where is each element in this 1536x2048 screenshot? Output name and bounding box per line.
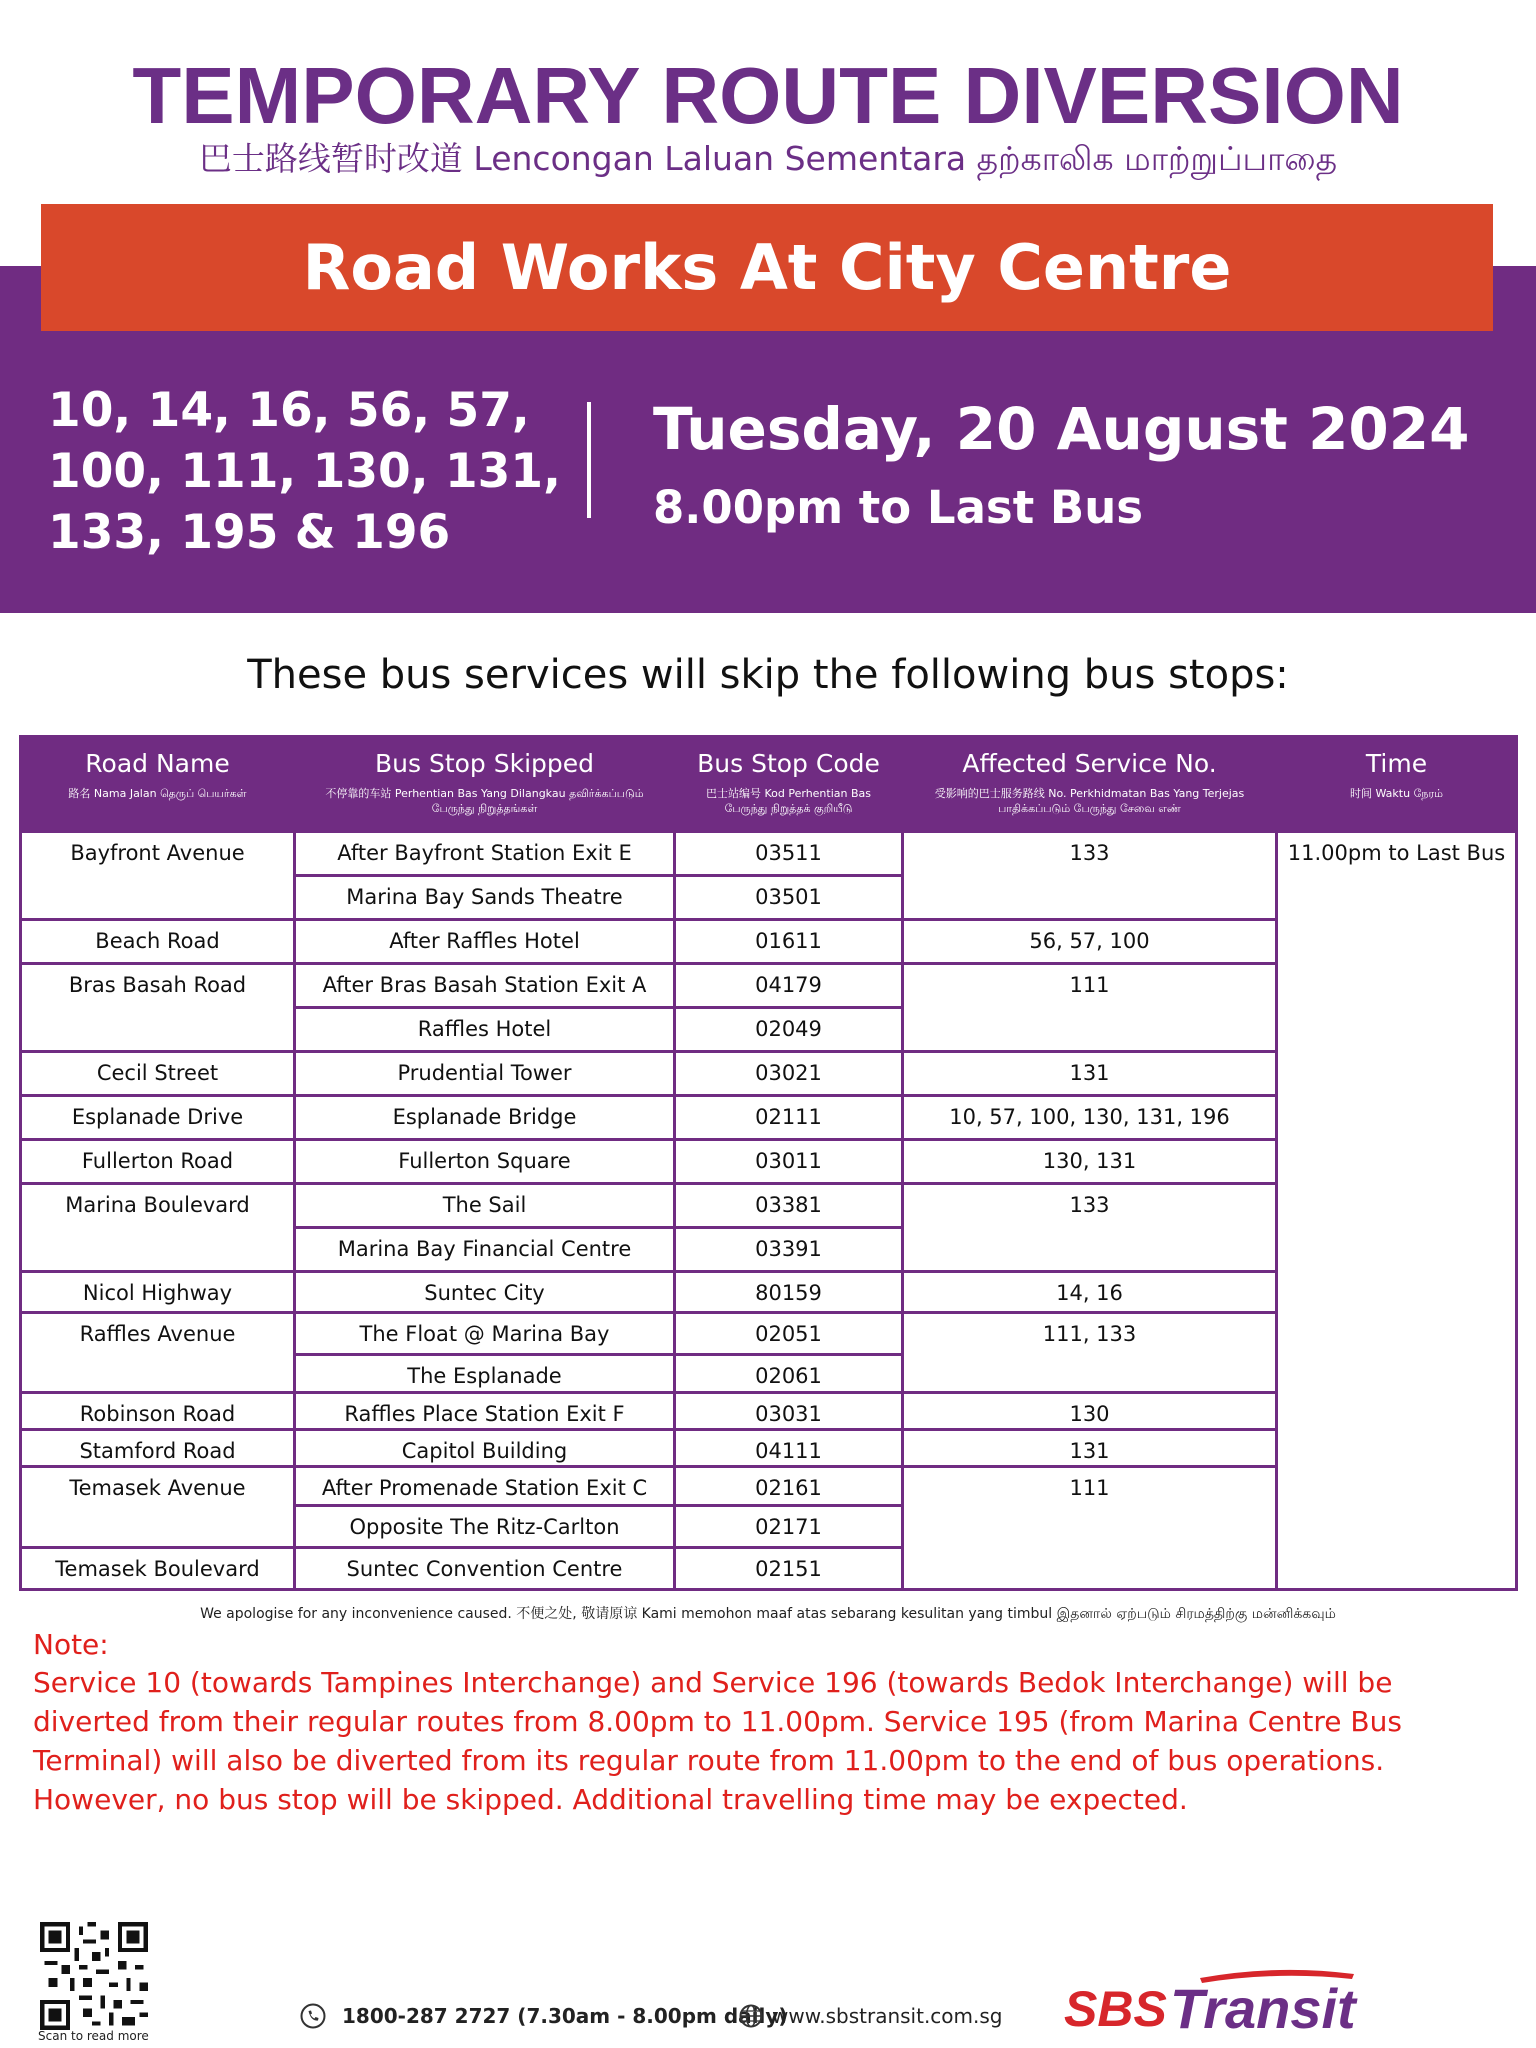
bus-stop-code-cell: 02061 — [675, 1355, 903, 1393]
bus-stop-cell: After Promenade Station Exit C — [295, 1467, 675, 1506]
svg-text:SBS: SBS — [1064, 1981, 1167, 2037]
table-header-row — [21, 737, 1517, 832]
bus-stop-code-cell: 80159 — [675, 1272, 903, 1313]
note-label: Note: — [33, 1628, 109, 1661]
column-header-time: Time 时间 Waktu நேரம் — [1277, 737, 1517, 832]
bus-stop-cell: Suntec Convention Centre — [295, 1548, 675, 1590]
road-name-cell: Marina Boulevard — [21, 1184, 295, 1272]
bus-stop-cell: After Raffles Hotel — [295, 920, 675, 964]
affected-services-cell: 111, 133 — [903, 1313, 1277, 1393]
bus-stop-cell: Fullerton Square — [295, 1140, 675, 1184]
road-name-cell: Stamford Road — [21, 1430, 295, 1467]
road-name-cell: Esplanade Drive — [21, 1096, 295, 1140]
bus-stop-cell: Esplanade Bridge — [295, 1096, 675, 1140]
bus-stop-code-cell: 02111 — [675, 1096, 903, 1140]
bus-stop-cell: The Sail — [295, 1184, 675, 1228]
phone-icon — [300, 2003, 326, 2029]
bus-stop-code-cell: 04111 — [675, 1430, 903, 1467]
services-line: 133, 195 & 196 — [48, 505, 451, 560]
bus-stop-code-cell: 02171 — [675, 1506, 903, 1548]
bus-stop-code-cell: 03011 — [675, 1140, 903, 1184]
services-line: 100, 111, 130, 131, — [48, 444, 561, 499]
affected-services-cell: 133 — [903, 1184, 1277, 1272]
affected-services-cell: 130, 131 — [903, 1140, 1277, 1184]
road-name-cell: Fullerton Road — [21, 1140, 295, 1184]
sbs-transit-logo — [1062, 1966, 1358, 2038]
column-header-stop: Bus Stop Skipped 不停靠的车站 Perhentian Bas Yang Dilangkau தவிர்க்கப்படும் பேருந்து நிறுத்தங்கள் — [295, 737, 675, 832]
affected-services-cell: 133 — [903, 832, 1277, 920]
bus-stop-cell: Raffles Hotel — [295, 1008, 675, 1052]
phone-number[interactable]: 1800-287 2727 (7.30am - 8.00pm daily) — [342, 2004, 788, 2028]
bus-stop-code-cell: 01611 — [675, 920, 903, 964]
bus-stop-cell: The Esplanade — [295, 1355, 675, 1393]
bus-stop-cell: Suntec City — [295, 1272, 675, 1313]
table-body — [21, 832, 1517, 1590]
road-name-cell: Bayfront Avenue — [21, 832, 295, 920]
diversion-time: 8.00pm to Last Bus — [653, 481, 1144, 534]
banner-divider — [587, 402, 591, 518]
affected-services-cell: 131 — [903, 1430, 1277, 1467]
bus-stop-code-cell: 02049 — [675, 1008, 903, 1052]
page-subtitle: 巴士路线暂时改道 Lencongan Laluan Sementara தற்காலிக மாற்றுப்பாதை — [198, 139, 1338, 178]
apology-text: We apologise for any inconvenience caused. 不便之处, 敬请原谅 Kami memohon maaf atas sebarang kesulitan yang timbul இதனால் ஏற்படும் சிரமத்திற்கு மன்னிக்கவும் — [200, 1606, 1336, 1622]
services-line: 10, 14, 16, 56, 57, — [48, 383, 530, 438]
bus-stop-code-cell: 03391 — [675, 1228, 903, 1272]
globe-icon — [739, 2004, 763, 2028]
diversion-date: Tuesday, 20 August 2024 — [653, 395, 1470, 463]
bus-stop-cell: Marina Bay Sands Theatre — [295, 876, 675, 920]
page-title: TEMPORARY ROUTE DIVERSION — [132, 51, 1404, 140]
road-name-cell: Nicol Highway — [21, 1272, 295, 1313]
skipped-stops-table — [19, 735, 1518, 1591]
column-header-code: Bus Stop Code 巴士站编号 Kod Perhentian Bas பேருந்து நிறுத்தக் குறியீடு — [675, 737, 903, 832]
road-name-cell: Beach Road — [21, 920, 295, 964]
bus-stop-code-cell: 03511 — [675, 832, 903, 876]
bus-stop-code-cell: 02051 — [675, 1313, 903, 1355]
bus-stop-cell: After Bayfront Station Exit E — [295, 832, 675, 876]
qr-code[interactable] — [40, 1922, 148, 2030]
bus-stop-code-cell: 03381 — [675, 1184, 903, 1228]
road-name-cell: Cecil Street — [21, 1052, 295, 1096]
affected-services-cell: 14, 16 — [903, 1272, 1277, 1313]
affected-services-cell: 10, 57, 100, 130, 131, 196 — [903, 1096, 1277, 1140]
affected-services-cell: 56, 57, 100 — [903, 920, 1277, 964]
bus-stop-code-cell: 04179 — [675, 964, 903, 1008]
svg-text:Transit: Transit — [1170, 1977, 1356, 2038]
note-text: Service 10 (towards Tampines Interchange) and Service 196 (towards Bedok Interchange) will be diverted from their regular routes from 8.00pm to 11.00pm. Service 195 (from Marina Centre Bus Terminal) will also be diverted from its regular route from 11.00pm to the end of bus operations. However, no bus stop will be skipped. Additional travelling time may be expected. — [33, 1666, 1402, 1816]
bus-stop-code-cell: 03031 — [675, 1393, 903, 1430]
affected-services-cell: 111 — [903, 964, 1277, 1052]
bus-stop-cell: Raffles Place Station Exit F — [295, 1393, 675, 1430]
affected-services — [48, 380, 568, 563]
bus-stop-cell: After Bras Basah Station Exit A — [295, 964, 675, 1008]
bus-stop-cell: Prudential Tower — [295, 1052, 675, 1096]
diversion-banner: Road Works At City Centre — [41, 204, 1493, 331]
bus-stop-cell: The Float @ Marina Bay — [295, 1313, 675, 1355]
bus-stop-code-cell: 03021 — [675, 1052, 903, 1096]
road-name-cell: Robinson Road — [21, 1393, 295, 1430]
road-name-cell: Bras Basah Road — [21, 964, 295, 1052]
bus-stop-cell: Opposite The Ritz-Carlton — [295, 1506, 675, 1548]
road-name-cell: Raffles Avenue — [21, 1313, 295, 1393]
intro-text: These bus services will skip the following bus stops: — [247, 652, 1289, 698]
bus-stop-code-cell: 02151 — [675, 1548, 903, 1590]
affected-services-cell: 131 — [903, 1052, 1277, 1096]
column-header-services: Affected Service No. 受影响的巴士服务路线 No. Perkhidmatan Bas Yang Terjejas பாதிக்கப்படும் பேருந்து சேவை எண் — [903, 737, 1277, 832]
road-name-cell: Temasek Avenue — [21, 1467, 295, 1548]
table-row — [21, 832, 1517, 876]
qr-caption: Scan to read more — [38, 2029, 149, 2043]
road-name-cell: Temasek Boulevard — [21, 1548, 295, 1590]
affected-services-cell: 111 — [903, 1467, 1277, 1590]
bus-stop-cell: Marina Bay Financial Centre — [295, 1228, 675, 1272]
bus-stop-cell: Capitol Building — [295, 1430, 675, 1467]
time-cell: 11.00pm to Last Bus — [1277, 832, 1517, 1590]
bus-stop-code-cell: 03501 — [675, 876, 903, 920]
bus-stop-code-cell: 02161 — [675, 1467, 903, 1506]
website-link[interactable]: www.sbstransit.com.sg — [772, 2004, 1003, 2028]
affected-services-cell: 130 — [903, 1393, 1277, 1430]
column-header-road: Road Name 路名 Nama Jalan தெருப் பெயர்கள் — [21, 737, 295, 832]
